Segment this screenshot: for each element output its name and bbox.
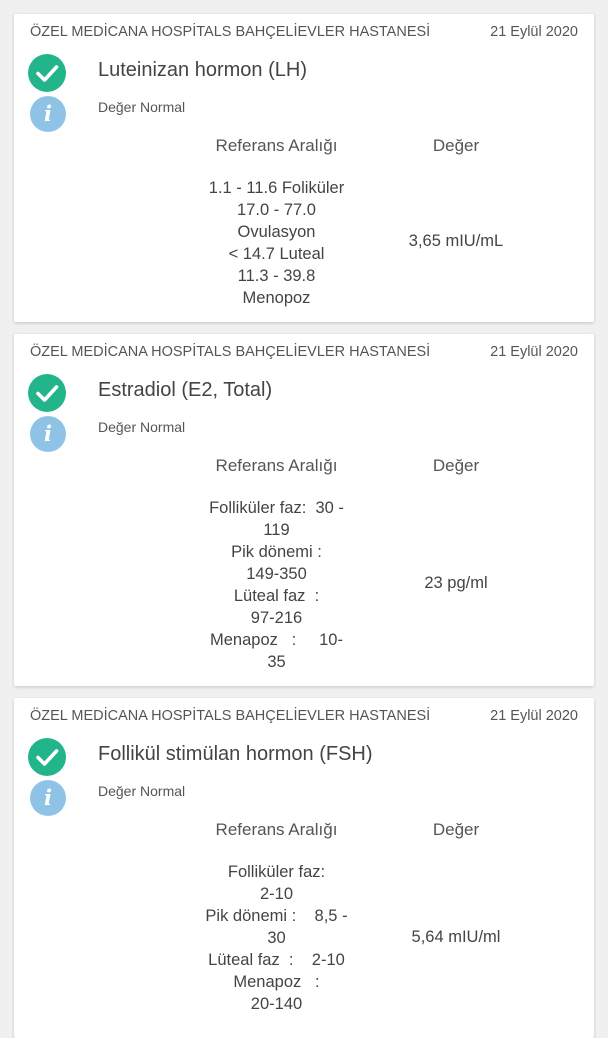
info-icon[interactable]: i bbox=[30, 416, 66, 452]
reference-line: 2-10 bbox=[259, 885, 294, 903]
reference-line: 17.0 - 77.0 bbox=[237, 201, 316, 219]
reference-range bbox=[164, 861, 389, 1015]
result-date: 21 Eylül 2020 bbox=[490, 24, 578, 40]
test-name: Follikül stimülan hormon (FSH) bbox=[98, 743, 373, 765]
result-date: 21 Eylül 2020 bbox=[490, 708, 578, 724]
reference-line: < 14.7 Luteal bbox=[228, 245, 325, 263]
hospital-name: ÖZEL MEDİCANA HOSPİTALS BAHÇELİEVLER HASTANESİ bbox=[30, 24, 431, 40]
reference-line: 119 bbox=[263, 521, 290, 539]
reference-line: Pik dönemi : bbox=[231, 543, 322, 561]
reference-line: 97-216 bbox=[250, 609, 303, 627]
reference-line: Folliküler faz: 30 - bbox=[209, 499, 344, 517]
reference-line: Folliküler faz: bbox=[227, 863, 326, 881]
check-circle-icon bbox=[28, 54, 66, 92]
reference-line: Menopoz bbox=[242, 289, 311, 307]
result-value: 3,65 mIU/mL bbox=[408, 232, 504, 250]
hospital-name: ÖZEL MEDİCANA HOSPİTALS BAHÇELİEVLER HASTANESİ bbox=[30, 708, 431, 724]
result-date: 21 Eylül 2020 bbox=[490, 344, 578, 360]
reference-range-header: Referans Aralığı bbox=[215, 456, 338, 475]
reference-line: Lüteal faz : bbox=[233, 587, 320, 605]
reference-line: Menapoz : 10- bbox=[210, 631, 343, 649]
result-card[interactable] bbox=[14, 334, 594, 686]
reference-line: 149-350 bbox=[246, 565, 307, 583]
reference-line: 35 bbox=[267, 653, 286, 671]
reference-line: 11.3 - 39.8 bbox=[237, 267, 316, 285]
reference-range-header: Referans Aralığı bbox=[215, 820, 338, 839]
reference-line: Ovulasyon bbox=[237, 223, 316, 241]
result-value: 5,64 mIU/ml bbox=[411, 928, 501, 946]
hospital-name: ÖZEL MEDİCANA HOSPİTALS BAHÇELİEVLER HASTANESİ bbox=[30, 344, 431, 360]
reference-range-header: Referans Aralığı bbox=[215, 136, 338, 155]
reference-line: Lüteal faz : 2-10 bbox=[208, 951, 345, 969]
reference-line: Pik dönemi : 8,5 - bbox=[205, 907, 348, 925]
result-card[interactable] bbox=[14, 698, 594, 1038]
reference-line: Menapoz : bbox=[233, 973, 320, 991]
result-card[interactable] bbox=[14, 14, 594, 322]
info-icon[interactable]: i bbox=[30, 780, 66, 816]
status-text: Değer Normal bbox=[98, 783, 186, 799]
status-text: Değer Normal bbox=[98, 99, 186, 115]
reference-line: 30 bbox=[267, 929, 286, 947]
check-circle-icon bbox=[28, 738, 66, 776]
value-header: Değer bbox=[432, 820, 480, 839]
test-name: Luteinizan hormon (LH) bbox=[98, 59, 307, 81]
reference-line: 1.1 - 11.6 Foliküler bbox=[208, 179, 345, 197]
reference-line: 20-140 bbox=[250, 995, 303, 1013]
info-icon[interactable]: i bbox=[30, 96, 66, 132]
result-value: 23 pg/ml bbox=[424, 574, 488, 592]
status-text: Değer Normal bbox=[98, 419, 186, 435]
check-circle-icon bbox=[28, 374, 66, 412]
reference-range bbox=[164, 177, 389, 309]
value-header: Değer bbox=[432, 136, 480, 155]
test-name: Estradiol (E2, Total) bbox=[98, 379, 273, 401]
value-header: Değer bbox=[432, 456, 480, 475]
reference-range bbox=[164, 497, 389, 673]
